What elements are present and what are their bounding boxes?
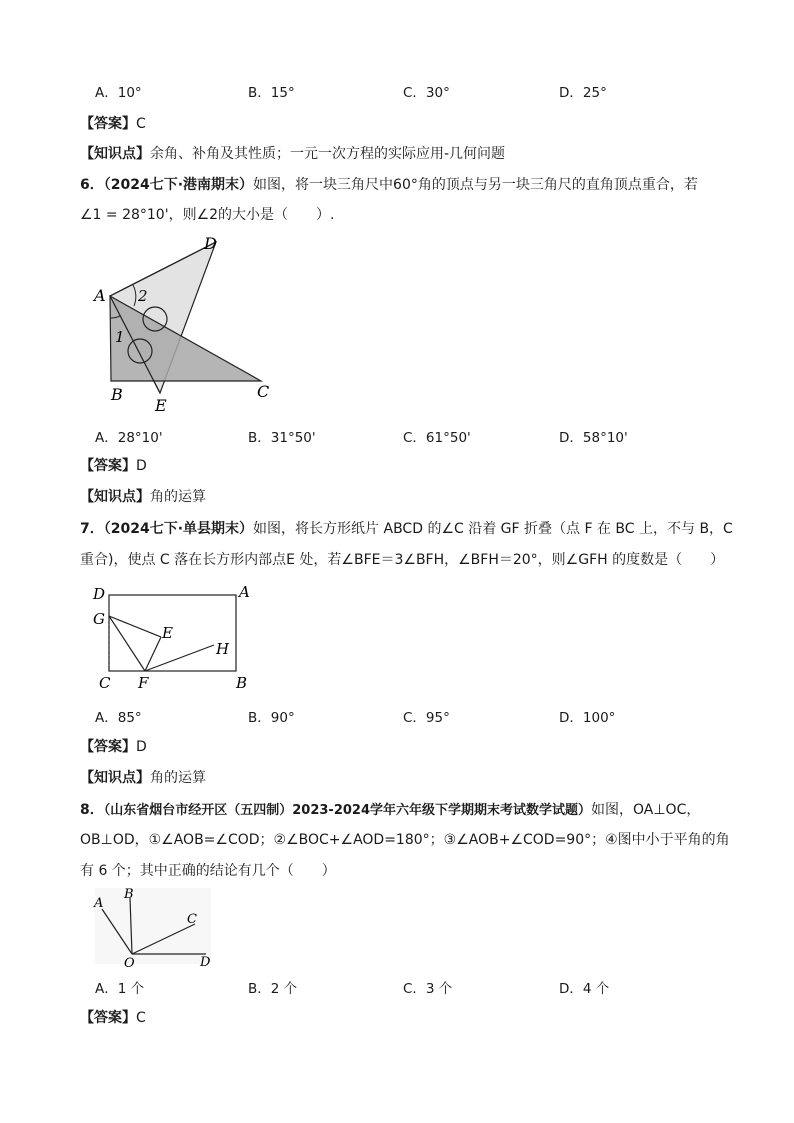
answer-label: 【答案】 — [80, 1010, 136, 1026]
q8-stem-line2: OB⊥OD，①∠AOB=∠COD；②∠BOC+∠AOD=180°；③∠AOB+∠COD=90°；④图中小于平角的角 — [80, 832, 730, 848]
answer-label: 【答案】 — [80, 458, 136, 474]
answer-value: D — [136, 739, 147, 755]
q8-label-o: O — [124, 956, 135, 971]
q6-option-c: C．61°50' — [403, 430, 471, 446]
q7-stem-line2: 重合)，使点 C 落在长方形内部点E 处，若∠BFE＝3∠BFH，∠BFH＝20°，则∠GFH 的度数是（ ） — [80, 552, 725, 568]
q7-option-b: B．90° — [248, 710, 295, 726]
q7-label-b: B — [236, 674, 248, 692]
q5-knowledge-point — [80, 144, 505, 164]
q6-label-a: A — [94, 286, 106, 305]
q7-option-a: A．85° — [95, 710, 142, 726]
q7-answer — [80, 737, 147, 757]
q8-label-a: A — [94, 896, 104, 911]
kp-label: 【知识点】 — [80, 489, 150, 505]
q7-option-d: D．100° — [559, 710, 616, 726]
q8-stem-line1 — [80, 800, 700, 821]
answer-value: C — [136, 116, 146, 132]
question-number: 6． — [80, 177, 104, 193]
q6-option-d: D．58°10' — [559, 430, 628, 446]
q7-label-h: H — [216, 640, 230, 658]
q5-option-a: A．10° — [95, 85, 142, 101]
q8-label-c: C — [187, 912, 197, 927]
question-number: 8． — [80, 802, 104, 818]
kp-value: 角的运算 — [150, 770, 206, 786]
q5-answer — [80, 114, 146, 134]
answer-value: D — [136, 458, 147, 474]
answer-label: 【答案】 — [80, 116, 136, 132]
question-text: 如图，将长方形纸片 ABCD 的∠C 沿着 GF 折叠（点 F 在 BC 上，不与 B，C — [253, 521, 733, 537]
q7-stem-line1 — [80, 519, 733, 539]
kp-label: 【知识点】 — [80, 146, 150, 162]
q8-label-d: D — [200, 955, 211, 970]
q5-option-b: B．15° — [248, 85, 295, 101]
kp-label: 【知识点】 — [80, 770, 150, 786]
q8-stem-line3: 有 6 个；其中正确的结论有几个（ ） — [80, 863, 336, 879]
q7-figure — [88, 580, 268, 695]
kp-value: 余角、补角及其性质；一元一次方程的实际应用-几何问题 — [150, 146, 506, 162]
question-source: （2024七下·港南期末） — [103, 177, 254, 193]
question-text: 如图，将一块三角尺中60°角的顶点与另一块三角尺的直角顶点重合，若 — [253, 177, 698, 193]
q8-option-c: C．3 个 — [403, 981, 453, 997]
q5-option-c: C．30° — [403, 85, 450, 101]
q6-label-2: 2 — [138, 287, 148, 305]
q6-answer — [80, 456, 147, 476]
q7-label-d: D — [93, 585, 106, 603]
q8-figure — [88, 884, 218, 972]
q8-option-b: B．2 个 — [248, 981, 298, 997]
q8-option-d: D．4 个 — [559, 981, 610, 997]
question-source: （2024七下·单县期末） — [103, 521, 254, 537]
q6-label-e: E — [155, 396, 167, 415]
q7-option-c: C．95° — [403, 710, 450, 726]
q7-label-e: E — [162, 624, 173, 642]
q8-answer — [80, 1008, 146, 1028]
q6-label-1: 1 — [115, 328, 125, 346]
q7-label-a: A — [239, 583, 250, 601]
kp-value: 角的运算 — [150, 489, 206, 505]
q6-stem-line2: ∠1 = 28°10'，则∠2的大小是（ ）. — [80, 207, 335, 223]
q8-label-b: B — [124, 887, 134, 902]
question-source: （山东省烟台市经开区（五四制）2023-2024学年六年级下学期期末考试数学试题） — [103, 803, 592, 818]
q6-option-a: A．28°10' — [95, 430, 163, 446]
q7-label-f: F — [138, 674, 149, 692]
q7-knowledge-point — [80, 768, 206, 788]
q6-stem-line1 — [80, 175, 698, 195]
q5-option-d: D．25° — [559, 85, 607, 101]
q6-label-d: D — [204, 234, 217, 253]
q6-option-b: B．31°50' — [248, 430, 316, 446]
question-text: 如图，OA⊥OC， — [591, 802, 701, 818]
question-number: 7． — [80, 521, 104, 537]
answer-value: C — [136, 1010, 146, 1026]
q6-figure — [85, 230, 285, 420]
q7-label-c: C — [99, 674, 111, 692]
q7-label-g: G — [93, 610, 105, 628]
q6-label-c: C — [257, 382, 270, 401]
q8-option-a: A．1 个 — [95, 981, 145, 997]
q6-knowledge-point — [80, 487, 206, 507]
q6-label-b: B — [111, 385, 123, 404]
answer-label: 【答案】 — [80, 739, 136, 755]
